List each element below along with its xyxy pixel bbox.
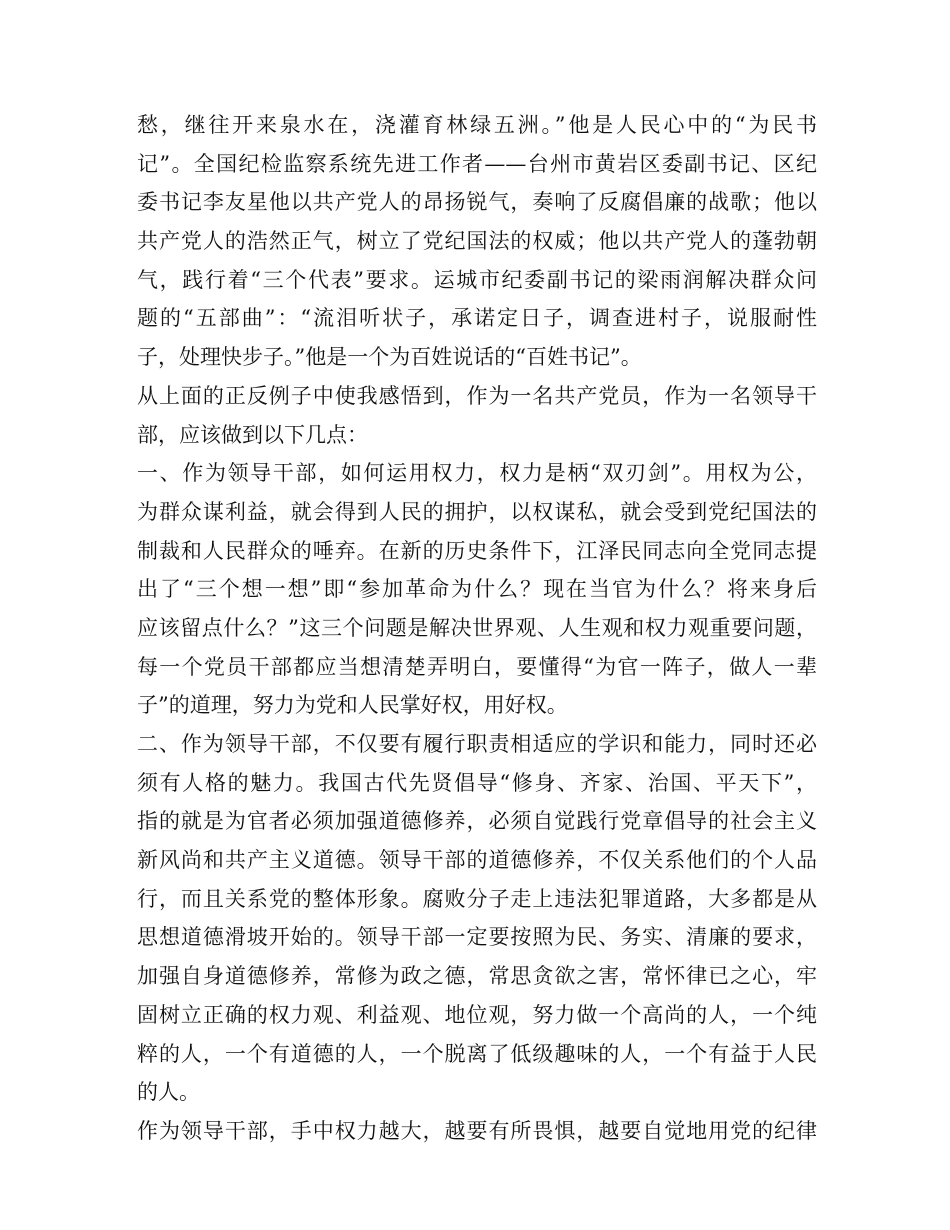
text-line: 加强自身道德修养，常修为政之德，常思贪欲之害，常怀律已之心，牢 (137, 964, 817, 989)
text-line: 为群众谋利益，就会得到人民的拥护，以权谋私，就会受到党纪国法的 (137, 499, 817, 524)
text-line: 制裁和人民群众的唾弃。在新的历史条件下，江泽民同志向全党同志提 (137, 538, 817, 563)
text-line: 子”的道理，努力为党和人民掌好权，用好权。 (137, 693, 568, 718)
text-line: 一、作为领导干部，如何运用权力，权力是柄“双刃剑”。用权为公， (137, 461, 817, 486)
text-line: 的人。 (137, 1080, 200, 1105)
text-line: 从上面的正反例子中使我感悟到，作为一名共产党员，作为一名领导干 (137, 383, 817, 408)
text-line: 气，践行着“三个代表”要求。运城市纪委副书记的梁雨润解决群众问 (137, 267, 817, 292)
text-line: 二、作为领导干部，不仅要有履行职责相适应的学识和能力，同时还必 (137, 732, 817, 756)
text-line: 部，应该做到以下几点： (137, 422, 368, 447)
text-line: 出了“三个想一想”即“参加革命为什么？现在当官为什么？将来身后 (137, 577, 817, 602)
text-line: 作为领导干部，手中权力越大，越要有所畏惧，越要自觉地用党的纪律 (137, 1118, 817, 1143)
text-line: 指的就是为官者必须加强道德修养，必须自觉践行党章倡导的社会主义 (137, 809, 817, 834)
text-line: 记”。全国纪检监察系统先进工作者——台州市黄岩区委副书记、区纪 (137, 151, 817, 176)
text-line: 每一个党员干部都应当想清楚弄明白，要懂得“为官一阵子，做人一辈 (137, 654, 817, 679)
text-line: 应该留点什么？”这三个问题是解决世界观、人生观和权力观重要问题， (137, 615, 817, 640)
text-line: 须有人格的魅力。我国古代先贤倡导“修身、齐家、治国、平天下”， (137, 770, 817, 795)
text-line: 子，处理快步子。”他是一个为百姓说话的“百姓书记”。 (137, 345, 642, 370)
text-line: 愁，继往开来泉水在，浇灌育林绿五洲。”他是人民心中的“为民书 (137, 113, 817, 137)
text-line: 共产党人的浩然正气，树立了党纪国法的权威；他以共产党人的蓬勃朝 (137, 229, 817, 254)
text-line: 思想道德滑坡开始的。领导干部一定要按照为民、务实、清廉的要求， (137, 925, 817, 950)
text-line: 固树立正确的权力观、利益观、地位观，努力做一个高尚的人，一个纯 (137, 1002, 817, 1027)
text-line: 题的“五部曲”：“流泪听状子，承诺定日子，调查进村子，说服耐性 (137, 306, 817, 331)
text-line: 行，而且关系党的整体形象。腐败分子走上违法犯罪道路，大多都是从 (137, 886, 817, 911)
text-line: 新风尚和共产主义道德。领导干部的道德修养，不仅关系他们的个人品 (137, 848, 817, 873)
text-line: 粹的人，一个有道德的人，一个脱离了低级趣味的人，一个有益于人民 (137, 1041, 817, 1066)
text-line: 委书记李友星他以共产党人的昂扬锐气，奏响了反腐倡廉的战歌；他以 (137, 190, 817, 215)
document-body-text (137, 106, 817, 1151)
